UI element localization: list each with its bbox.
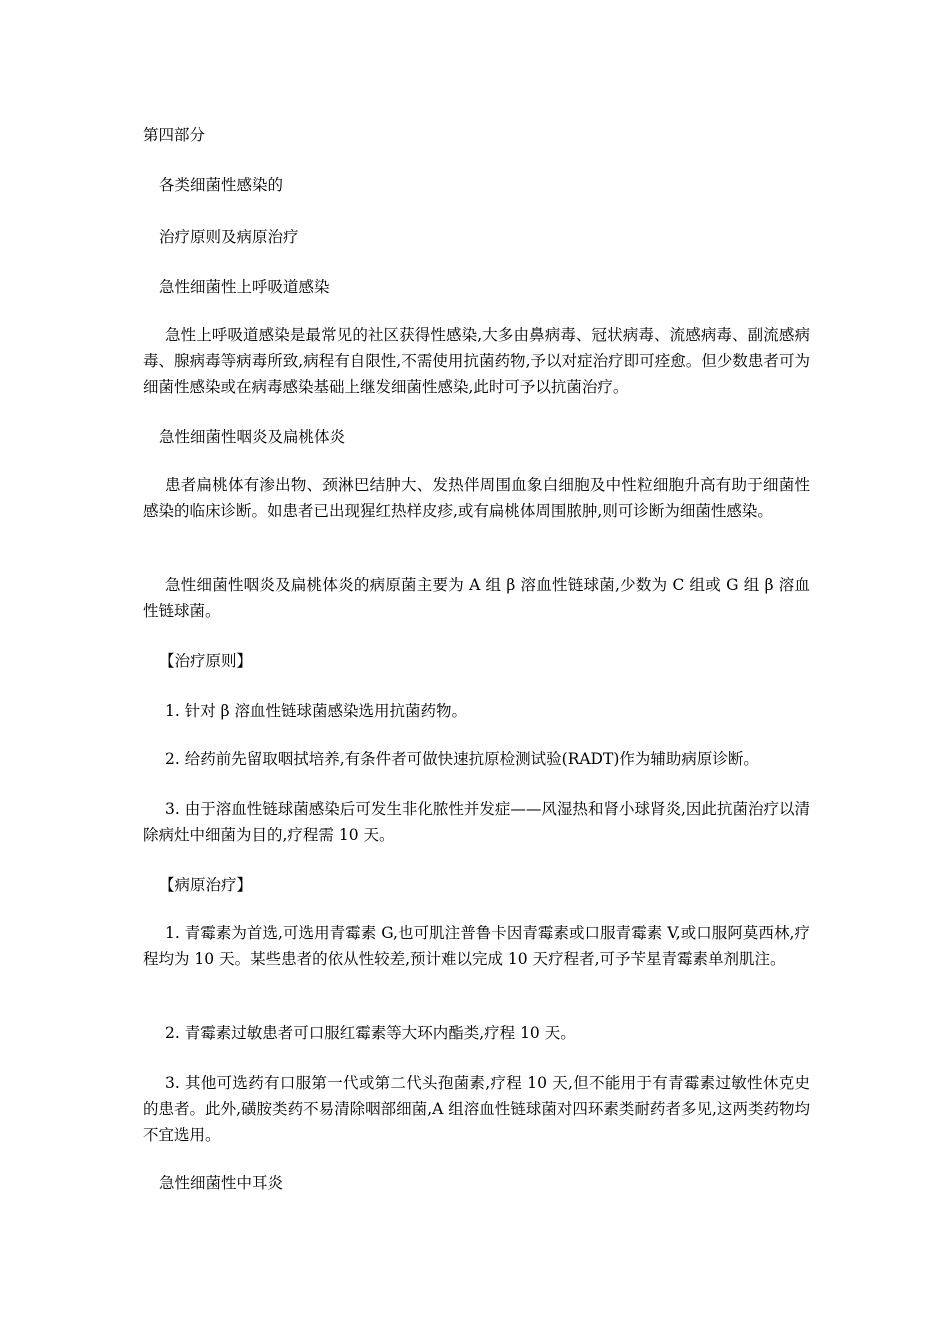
section-title-upper-respiratory: 急性细菌性上呼吸道感染 [159,278,330,296]
treatment-item-2: 2. 青霉素过敏患者可口服红霉素等大环内酯类,疗程 10 天。 [165,1024,576,1042]
treatment-principle-title: 【治疗原则】 [159,652,253,670]
heading-line-1: 各类细菌性感染的 [159,176,284,194]
treatment-item-3: 3. 其他可选药有口服第一代或第二代头孢菌素,疗程 10 天,但不能用于有青霉素过敏性休克史的患者。此外,磺胺类药不易清除咽部细菌,A 组溶血性链球菌对四环素类耐药者多见,这两类药物均不宜选用。 [143,1074,810,1144]
section-title-pharyngitis: 急性细菌性咽炎及扁桃体炎 [159,428,346,446]
principle-item-2: 2. 给药前先留取咽拭培养,有条件者可做快速抗原检测试验(RADT)作为辅助病原诊断。 [165,750,759,768]
heading-line-2: 治疗原则及病原治疗 [159,228,299,246]
principle-item-3: 3. 由于溶血性链球菌感染后可发生非化脓性并发症——风湿热和肾小球肾炎,因此抗菌治疗以清除病灶中细菌为目的,疗程需 10 天。 [143,800,810,844]
pathogen-treatment-title: 【病原治疗】 [159,876,253,894]
section-title-otitis-media: 急性细菌性中耳炎 [159,1174,284,1192]
paragraph-pharyngitis-diagnosis: 患者扁桃体有渗出物、颈淋巴结肿大、发热伴周围血象白细胞及中性粒细胞升高有助于细菌性感染的临床诊断。如患者已出现猩红热样皮疹,或有扁桃体周围脓肿,则可诊断为细菌性感染。 [143,476,810,520]
principle-item-1: 1. 针对 β 溶血性链球菌感染选用抗菌药物。 [165,702,468,720]
paragraph-upper-respiratory: 急性上呼吸道感染是最常见的社区获得性感染,大多由鼻病毒、冠状病毒、流感病毒、副流感病毒、腺病毒等病毒所致,病程有自限性,不需使用抗菌药物,予以对症治疗即可痊愈。但少数患者可为细菌性感染或在病毒感染基础上继发细菌性感染,此时可予以抗菌治疗。 [143,326,810,396]
paragraph-pharyngitis-pathogen: 急性细菌性咽炎及扁桃体炎的病原菌主要为 A 组 β 溶血性链球菌,少数为 C 组或 G 组 β 溶血性链球菌。 [143,576,810,620]
part-label: 第四部分 [143,126,206,144]
treatment-item-1: 1. 青霉素为首选,可选用青霉素 G,也可肌注普鲁卡因青霉素或口服青霉素 V,或口服阿莫西林,疗程均为 10 天。某些患者的依从性较差,预计难以完成 10 天疗程者,可予苄星青霉素单剂肌注。 [143,924,810,968]
